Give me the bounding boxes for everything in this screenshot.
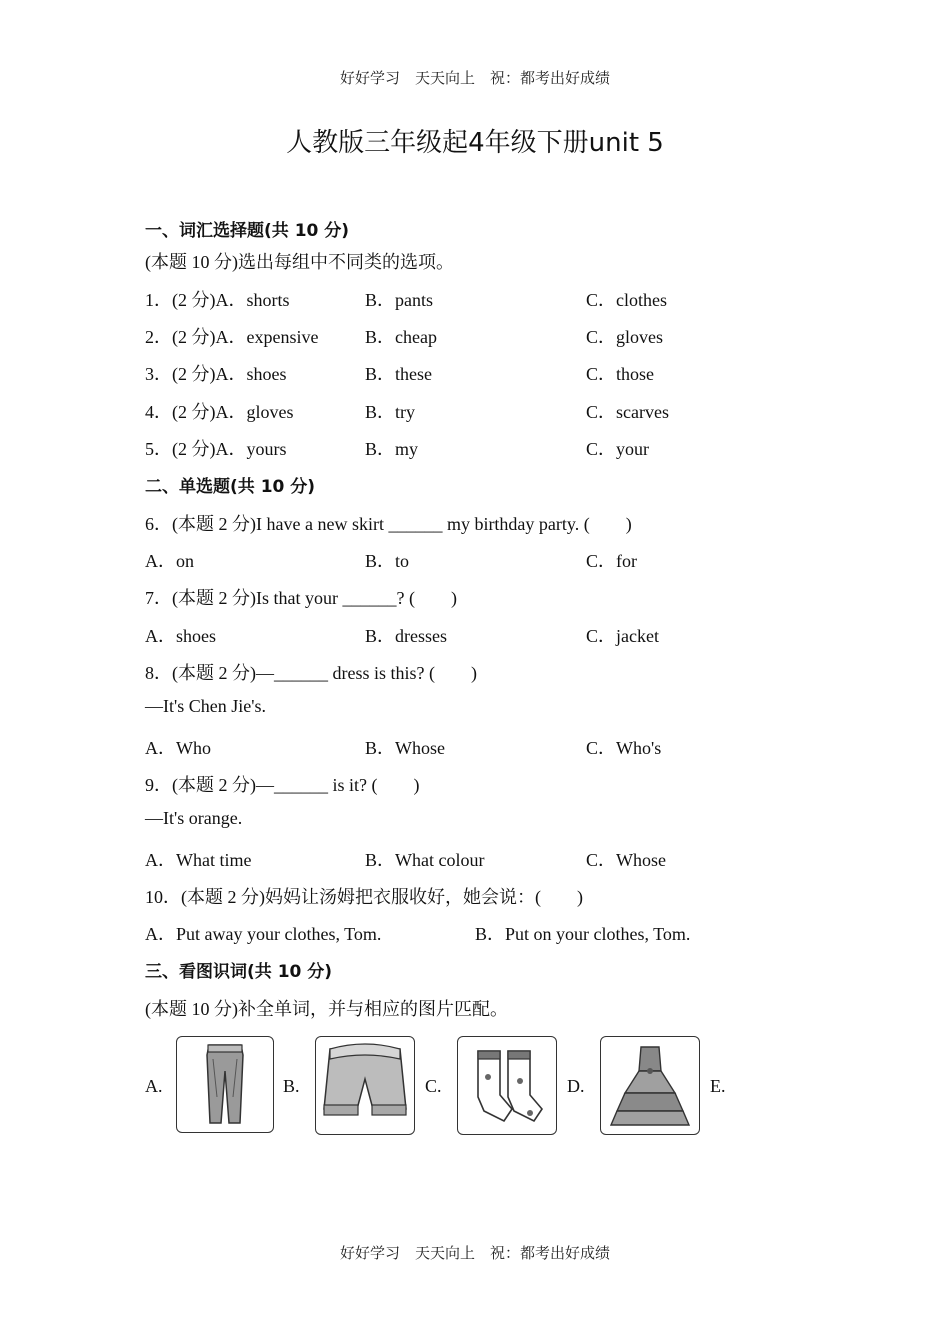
vocab-q1-option-b: B．pants xyxy=(365,290,434,310)
page-header: 好好学习 天天向上 祝：都考出好成绩 xyxy=(339,69,610,87)
q6-option-c: C．for xyxy=(586,551,637,571)
page-footer: 好好学习 天天向上 祝：都考出好成绩 xyxy=(339,1244,610,1262)
section-3-heading: 三、看图识词(共 10 分) xyxy=(145,962,333,982)
vocab-q5-option-c: C．your xyxy=(586,439,649,459)
picture-label-a: A. xyxy=(145,1076,163,1096)
picture-label-e: E. xyxy=(710,1076,726,1096)
picture-label-c: C. xyxy=(425,1076,442,1096)
picture-row xyxy=(0,1036,950,1136)
dress-picture xyxy=(600,1036,700,1135)
q8-stem: 8．(本题 2 分)—______ dress is this? ( ) xyxy=(145,663,477,683)
section-1-heading: 一、词汇选择题(共 10 分) xyxy=(145,221,350,241)
shorts-icon xyxy=(316,1037,414,1134)
q6-option-a: A．on xyxy=(145,551,194,571)
q7-option-b: B．dresses xyxy=(365,626,447,646)
q9-option-c: C．Whose xyxy=(586,850,666,870)
vocab-q4-option-a: 4．(2 分)A．gloves xyxy=(145,402,294,422)
section-2-heading: 二、单选题(共 10 分) xyxy=(145,477,316,497)
q7-option-c: C．jacket xyxy=(586,626,659,646)
q8-option-c: C．Who's xyxy=(586,738,662,758)
vocab-q5-option-a: 5．(2 分)A．yours xyxy=(145,439,287,459)
section-1-instruction: (本题 10 分)选出每组中不同类的选项。 xyxy=(145,252,454,272)
q10-option-b: B．Put on your clothes, Tom. xyxy=(475,924,691,944)
q8-option-a: A．Who xyxy=(145,738,211,758)
socks-picture xyxy=(457,1036,557,1135)
vocab-q2-option-b: B．cheap xyxy=(365,327,437,347)
vocab-q2-option-c: C．gloves xyxy=(586,327,664,347)
q8-option-b: B．Whose xyxy=(365,738,445,758)
q8-reply: —It's Chen Jie's. xyxy=(145,696,266,716)
q9-reply: —It's orange. xyxy=(145,808,243,828)
q7-stem: 7．(本题 2 分)Is that your ______? ( ) xyxy=(145,588,457,608)
q9-stem: 9．(本题 2 分)—______ is it? ( ) xyxy=(145,775,420,795)
shorts-picture xyxy=(315,1036,415,1135)
q10-option-a: A．Put away your clothes, Tom. xyxy=(145,924,382,944)
vocab-q2-option-a: 2．(2 分)A．expensive xyxy=(145,327,319,347)
q9-option-b: B．What colour xyxy=(365,850,485,870)
q6-option-b: B．to xyxy=(365,551,410,571)
q7-option-a: A．shoes xyxy=(145,626,216,646)
dress-icon xyxy=(601,1037,699,1134)
vocab-q3-option-c: C．those xyxy=(586,364,655,384)
vocab-q4-option-b: B．try xyxy=(365,402,416,422)
q6-stem: 6．(本题 2 分)I have a new skirt ______ my birthday party. ( ) xyxy=(145,514,632,534)
picture-label-d: D. xyxy=(567,1076,585,1096)
vocab-q1-option-a: 1．(2 分)A．shorts xyxy=(145,290,290,310)
vocab-q5-option-b: B．my xyxy=(365,439,419,459)
vocab-q4-option-c: C．scarves xyxy=(586,402,669,422)
section-3-instruction: (本题 10 分)补全单词，并与相应的图片匹配。 xyxy=(145,999,508,1019)
q9-option-a: A．What time xyxy=(145,850,252,870)
vocab-q1-option-c: C．clothes xyxy=(586,290,667,310)
vocab-q3-option-b: B．these xyxy=(365,364,432,384)
picture-label-b: B. xyxy=(283,1076,300,1096)
socks-icon xyxy=(458,1037,556,1134)
page-title: 人教版三年级起4年级下册unit 5 xyxy=(286,128,664,158)
vocab-q3-option-a: 3．(2 分)A．shoes xyxy=(145,364,287,384)
q10-stem: 10．(本题 2 分)妈妈让汤姆把衣服收好，她会说：( ) xyxy=(145,887,583,907)
pants-icon xyxy=(177,1037,273,1132)
pants-picture xyxy=(176,1036,274,1133)
